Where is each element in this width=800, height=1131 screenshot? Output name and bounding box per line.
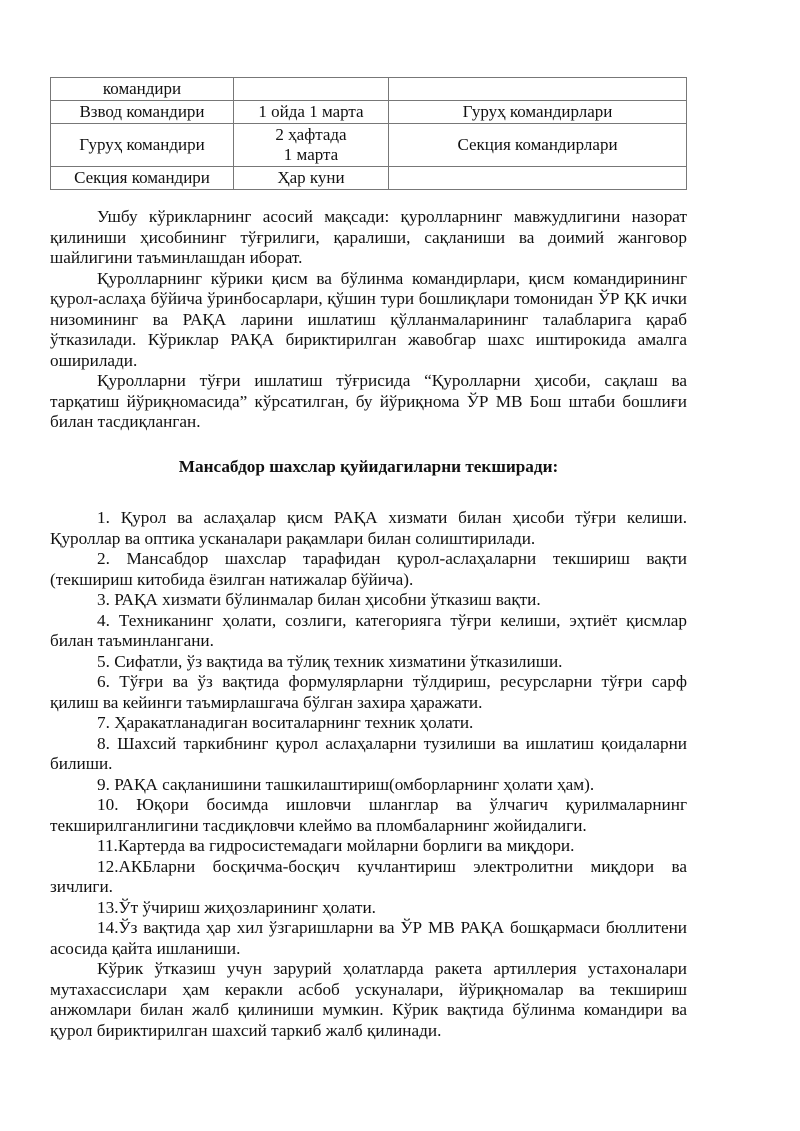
table-row	[51, 124, 687, 167]
table-cell: Гуруҳ командири	[51, 124, 234, 167]
table-row	[51, 167, 687, 190]
list-item: 10. Юқори босимда ишловчи шланглар ва ўлчагич қурилмаларнинг текширилганлигини тасдиқловчи клеймо ва пломбаларнинг жойидалиги.	[50, 795, 687, 835]
list-item: 5. Сифатли, ўз вақтида ва тўлиқ техник хизматини ўтказилиши.	[97, 651, 563, 671]
list-item: 3. РАҚА хизмати бўлинмалар билан ҳисобни ўтказиш вақти.	[97, 590, 541, 609]
body-text	[50, 207, 687, 1041]
table-cell-line: 1 марта	[283, 145, 339, 164]
list-item: 9. РАҚА сақланишини ташкилаштириш(омборларнинг ҳолати ҳам).	[97, 774, 595, 794]
table-row	[51, 101, 687, 124]
table-cell	[234, 78, 389, 101]
list-item: 11.Картерда ва гидросистемадаги мойларни борлиги ва миқдори.	[97, 836, 575, 855]
table-cell	[234, 124, 389, 167]
list-item: 6. Тўғри ва ўз вақтида формулярларни тўлдириш, ресурсларни тўғри сарф қилиш ва кейинги таъмирлашгача бўлган захира ҳаражати.	[50, 672, 687, 712]
paragraph: Қуролларни тўғри ишлатиш тўғрисида “Қуролларни ҳисоби, сақлаш ва тарқатиш йўриқномасида” кўрсатилган, бу йўриқнома ЎР МВ Бош штаби бошлиғи билан тасдиқланган.	[50, 371, 687, 431]
list-item: 8. Шахсий таркибнинг қурол аслаҳаларни тузилиши ва ишлатиш қоидаларни билиши.	[50, 733, 687, 773]
paragraph: Кўрик ўтказиш учун зарурий ҳолатларда ракета артиллерия устахоналари мутахассислари ҳам керакли асбоб ускуналари, йўриқномалар ва текшириш анжомлари билан жалб қилиниши мумкин. Кўрик вақтида бўлинма командири ва қурол бириктирилган шахсий таркиб жалб қилинади.	[50, 959, 687, 1040]
list-item: 12.АКБларни босқичма-босқич кучлантириш электролитни миқдори ва зичлиги.	[50, 856, 687, 896]
list-item: 14.Ўз вақтида ҳар хил ўзгаришларни ва ЎР МВ РАҚА бошқармаси бюллитени асосида қайта ишланиши.	[50, 918, 687, 958]
list-item: 1. Қурол ва аслаҳалар қисм РАҚА хизмати билан ҳисоби тўғри келиши. Қуроллар ва оптика усканалари рақамлари билан солиштирилади.	[50, 508, 687, 548]
paragraph: Қуролларнинг кўрики қисм ва бўлинма командирлари, қисм командирининг қурол-аслаҳа бўйича ўринбосарлари, қўшин тури бошлиқлари томонидан ЎР ҚК ички низомининг ва РАҚА ларини ишлатиш қўлланмаларининг талабларига қараб ўтказилади. Кўриклар РАҚА бириктирилган жавобгар шахс иштирокида амалга оширилади.	[50, 268, 687, 370]
table-cell	[389, 167, 687, 190]
table-row	[51, 78, 687, 101]
table-cell: Секция командири	[51, 167, 234, 190]
table-cell: Гуруҳ командирлари	[389, 101, 687, 124]
table-cell: командири	[51, 78, 234, 101]
paragraph: Ушбу кўрикларнинг асосий мақсади: қуролларнинг мавжудлигини назорат қилиниши ҳисобининг тўғрилиги, қаралиши, сақланиши ва доимий жанговор шайлигини таъминлашдан иборат.	[50, 207, 687, 267]
table-cell	[389, 78, 687, 101]
list-item: 4. Техниканинг ҳолати, созлиги, категорияга тўғри келиши, эҳтиёт қисмлар билан таъминлангани.	[50, 610, 687, 650]
list-item: 2. Мансабдор шахслар тарафидан қурол-аслаҳаларни текшириш вақти (текшириш китобида ёзилган натижалар бўйича).	[50, 549, 687, 589]
table-cell: 1 ойда 1 марта	[234, 101, 389, 124]
list-item: 13.Ўт ўчириш жиҳозларининг ҳолати.	[97, 897, 376, 917]
inspection-schedule-table	[50, 77, 687, 190]
table-cell-line: 2 ҳафтада	[275, 125, 347, 144]
table-cell: Ҳар куни	[234, 167, 389, 190]
table-cell: Секция командирлари	[389, 124, 687, 167]
section-heading: Мансабдор шахслар қуйидагиларни текширади:	[178, 456, 559, 476]
list-item: 7. Ҳаракатланадиган воситаларнинг техник ҳолати.	[97, 713, 474, 732]
table-cell: Взвод командири	[51, 101, 234, 124]
